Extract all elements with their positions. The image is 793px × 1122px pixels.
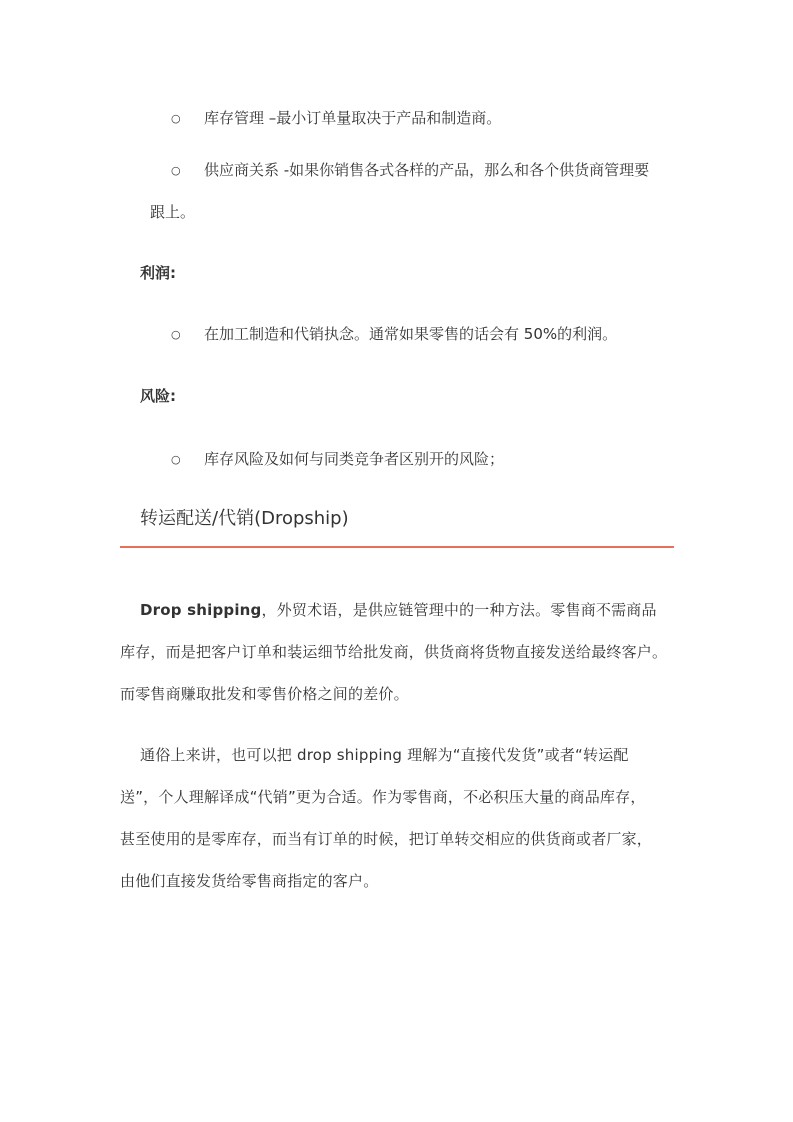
- section-divider: [120, 546, 674, 548]
- circle-bullet-icon: ○: [171, 328, 181, 341]
- bullet-text: 库存管理 –最小订单量取决于产品和制造商。: [204, 109, 502, 127]
- paragraph-line: 由他们直接发货给零售商指定的客户。: [120, 872, 379, 890]
- profit-heading: 利润:: [140, 264, 176, 282]
- bullet-text: 在加工制造和代销执念。通常如果零售的话会有 50%的利润。: [204, 325, 618, 343]
- term-drop-shipping: Drop shipping: [140, 601, 262, 619]
- bullet-text: 供应商关系 -如果你销售各式各样的产品，那么和各个供货商管理要: [204, 161, 650, 179]
- risk-heading: 风险:: [140, 387, 176, 405]
- paragraph-line: 而零售商赚取批发和零售价格之间的差价。: [120, 685, 409, 703]
- paragraph-line: 送”，个人理解译成“代销”更为合适。作为零售商，不必积压大量的商品库存，: [120, 788, 646, 806]
- paragraph-line: 库存，而是把客户订单和装运细节给批发商，供货商将货物直接发送给最终客户。: [120, 643, 668, 661]
- circle-bullet-icon: ○: [171, 453, 181, 466]
- paragraph-text: ，外贸术语，是供应链管理中的一种方法。零售商不需商品: [261, 601, 657, 619]
- bullet-text: 库存风险及如何与同类竞争者区别开的风险；: [204, 450, 505, 468]
- bullet-continuation: 跟上。: [150, 203, 196, 221]
- paragraph-line: 甚至使用的是零库存，而当有订单的时候，把订单转交相应的供货商或者厂家，: [120, 830, 653, 848]
- paragraph-line: 通俗上来讲，也可以把 drop shipping 理解为“直接代发货”或者“转运配: [140, 746, 629, 764]
- circle-bullet-icon: ○: [171, 164, 181, 177]
- section-title: 转运配送/代销(Dropship): [140, 508, 349, 529]
- circle-bullet-icon: ○: [171, 112, 181, 125]
- paragraph-line: [140, 600, 675, 620]
